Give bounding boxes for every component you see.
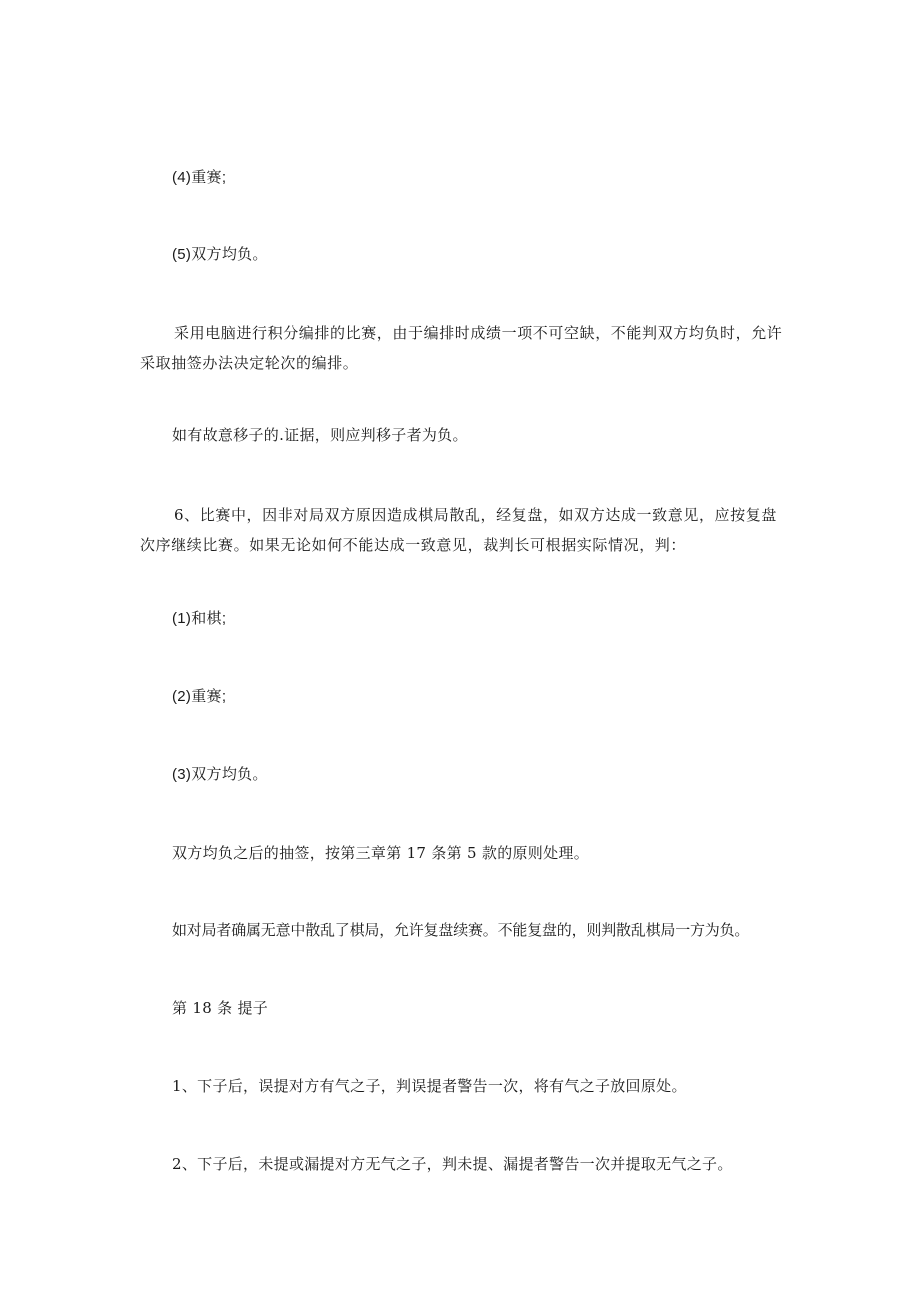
list-item-4-rematch: (4)重赛; [172, 169, 227, 186]
paragraph-lottery-after-both-lose: 双方均负之后的抽签，按第三章第 17 条第 5 款的原则处理。 [172, 844, 590, 862]
rule-1-wrong-capture: 1、下子后，误提对方有气之子，判误提者警告一次，将有气之子放回原处。 [172, 1077, 687, 1095]
list-item-2-rematch: (2)重赛; [172, 688, 227, 705]
list-item-3-both-lose: (3)双方均负。 [172, 766, 268, 783]
paragraph-unintentional-scatter: 如对局者确属无意中散乱了棋局，允许复盘续赛。不能复盘的，则判散乱棋局一方为负。 [172, 921, 750, 939]
paragraph-computer-pairing: 采用电脑进行积分编排的比赛，由于编排时成绩一项不可空缺，不能判双方均负时，允许采取抽签办法决定轮次的编排。 [140, 324, 783, 372]
paragraph-scattered-board: 6、比赛中，因非对局双方原因造成棋局散乱，经复盘，如双方达成一致意见，应按复盘次序继续比赛。如果无论如何不能达成一致意见，裁判长可根据实际情况，判： [140, 506, 777, 554]
rule-2-missed-capture: 2、下子后，未提或漏提对方无气之子，判未提、漏提者警告一次并提取无气之子。 [172, 1155, 733, 1173]
article-18-heading: 第 18 条 提子 [172, 999, 269, 1017]
list-item-1-draw: (1)和棋; [172, 610, 227, 627]
paragraph-intentional-move: 如有故意移子的.证据，则应判移子者为负。 [172, 426, 468, 444]
list-item-5-both-lose: (5)双方均负。 [172, 246, 268, 263]
